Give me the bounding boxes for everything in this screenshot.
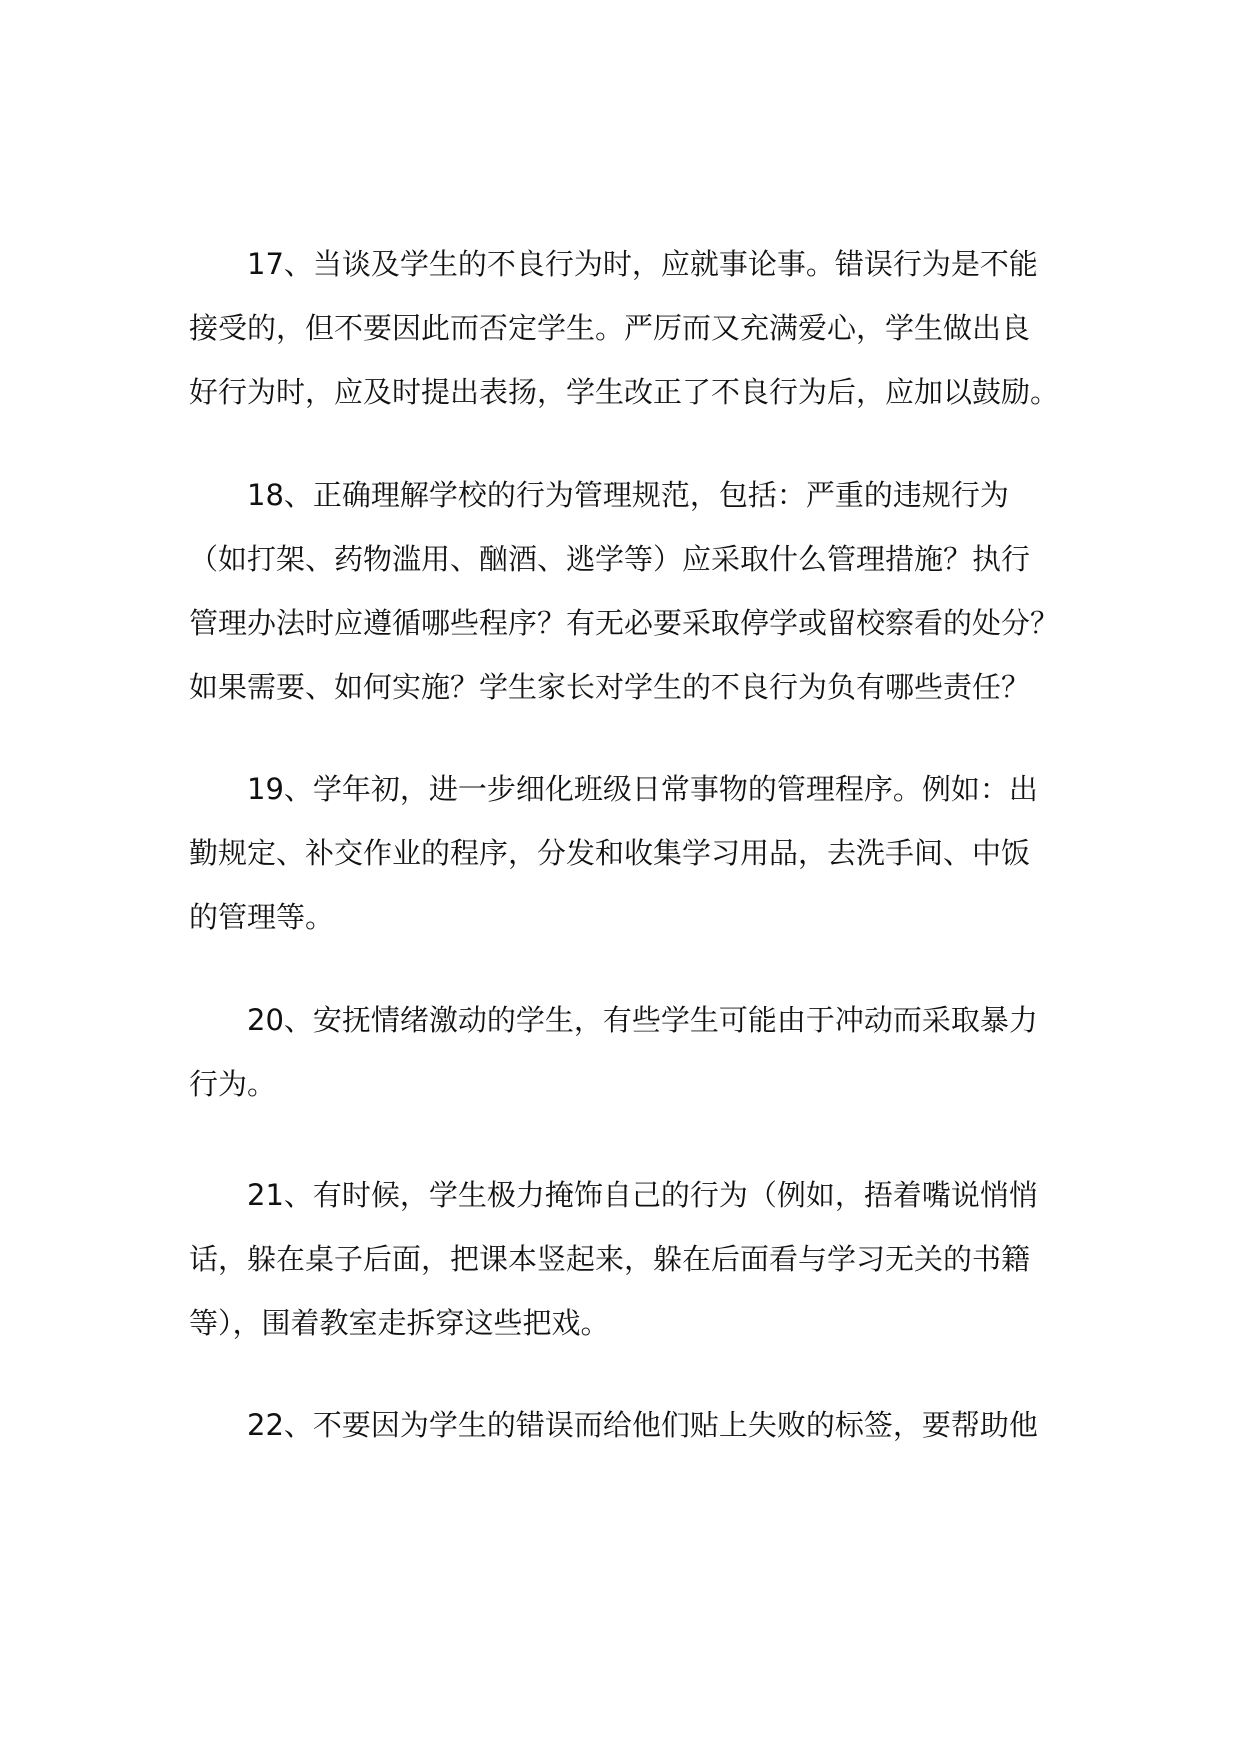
paragraph-line: 22、不要因为学生的错误而给他们贴上失败的标签，要帮助他 xyxy=(247,1408,1038,1442)
paragraph-line: 18、正确理解学校的行为管理规范，包括：严重的违规行为 xyxy=(247,478,1009,512)
paragraph-line: 管理办法时应遵循哪些程序？有无必要采取停学或留校察看的处分？ xyxy=(189,606,1060,640)
paragraph-line: 接受的，但不要因此而否定学生。严厉而又充满爱心，学生做出良 xyxy=(189,311,1031,345)
paragraph-19 xyxy=(189,757,1079,949)
paragraph-line: 话，躲在桌子后面，把课本竖起来，躲在后面看与学习无关的书籍 xyxy=(189,1242,1031,1276)
paragraph-20 xyxy=(189,988,1079,1116)
paragraph-line: 19、学年初，进一步细化班级日常事物的管理程序。例如：出 xyxy=(247,772,1038,806)
paragraph-18 xyxy=(189,463,1079,719)
paragraph-line: （如打架、药物滥用、酗酒、逃学等）应采取什么管理措施？执行 xyxy=(189,542,1031,576)
paragraph-line: 等），围着教室走拆穿这些把戏。 xyxy=(189,1306,610,1340)
paragraph-line: 21、有时候，学生极力掩饰自己的行为（例如，捂着嘴说悄悄 xyxy=(247,1178,1038,1212)
paragraph-line: 行为。 xyxy=(189,1067,277,1101)
paragraph-line: 的管理等。 xyxy=(189,900,335,934)
paragraph-line: 勤规定、补交作业的程序，分发和收集学习用品，去洗手间、中饭 xyxy=(189,836,1031,870)
paragraph-line: 20、安抚情绪激动的学生，有些学生可能由于冲动而采取暴力 xyxy=(247,1003,1038,1037)
paragraph-line: 好行为时，应及时提出表扬，学生改正了不良行为后，应加以鼓励。 xyxy=(189,375,1060,409)
paragraph-line: 17、当谈及学生的不良行为时，应就事论事。错误行为是不能 xyxy=(247,247,1038,281)
paragraph-line: 如果需要、如何实施？学生家长对学生的不良行为负有哪些责任？ xyxy=(189,670,1031,704)
paragraph-17 xyxy=(189,232,1079,424)
paragraph-21 xyxy=(189,1163,1079,1355)
paragraph-22 xyxy=(189,1393,1079,1457)
